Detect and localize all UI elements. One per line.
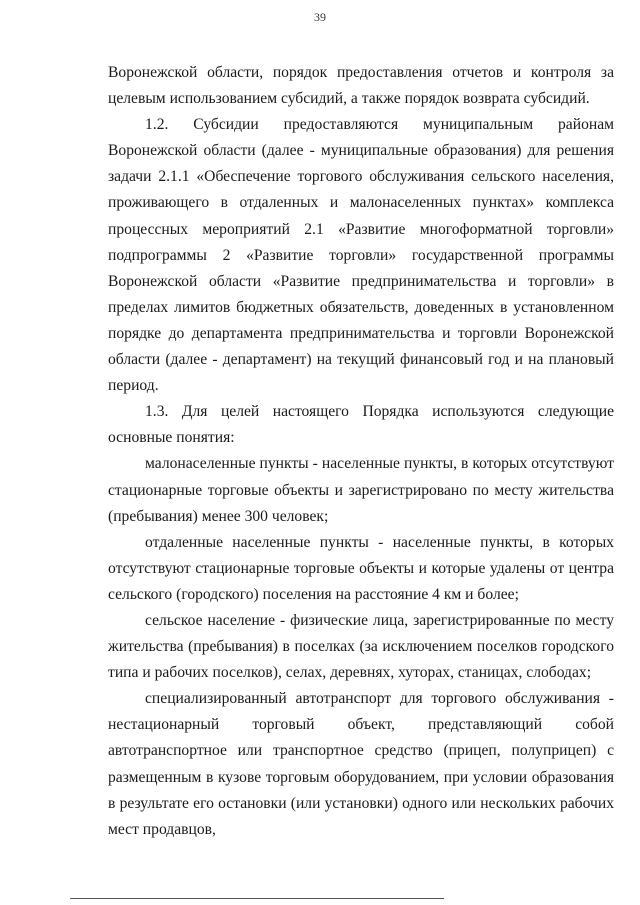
- document-body: [108, 60, 614, 843]
- definition-rural-population: сельское население - физические лица, зарегистрированные по месту жительства (пребывания) в поселках (за исключением поселков городского типа и рабочих поселков), селах, деревнях, хуторах, станицах, слободах;: [108, 611, 614, 682]
- page-number: 39: [314, 10, 326, 24]
- definition-specialized-vehicle: специализированный автотранспорт для торгового обслуживания - нестационарный торговый объект, представляющий собой автотранспортное или транспортное средство (прицеп, полуприцеп) с размещенным в кузове торговым оборудованием, при условии образования в результате его остановки (или установки) одного или нескольких рабочих мест продавцов,: [108, 690, 614, 838]
- paragraph-1-3: 1.3. Для целей настоящего Порядка используются следующие основные понятия:: [108, 403, 614, 447]
- definition-remote-settlements: отдаленные населенные пункты - населенные пункты, в которых отсутствуют стационарные торговые объекты и которые удалены от центра сельского (городского) поселения на расстояние 4 км и более;: [108, 533, 614, 603]
- paragraph-1-2: 1.2. Субсидии предоставляются муниципальным районам Воронежской области (далее - муниципальные образования) для решения задачи 2.1.1 «Обеспечение торгового обслуживания сельского населения, проживающего в отдаленных и малонаселенных пунктах» комплекса процессных мероприятий 2.1 «Развитие многоформатной торговли» подпрограммы 2 «Развитие торговли» государственной программы Воронежской области «Развитие предпринимательства и торговли» в пределах лимитов бюджетных обязательств, доведенных в установленном порядке до департамента предпринимательства и торговли Воронежской области (далее - департамент) на текущий финансовый год и на плановый период.: [108, 116, 614, 395]
- paragraph-subsidy-procedure: Воронежской области, порядок предоставления отчетов и контроля за целевым использованием субсидий, а также порядок возврата субсидий.: [108, 64, 614, 108]
- definition-sparsely-populated: малонаселенные пункты - населенные пункты, в которых отсутствуют стационарные торговые объекты и зарегистрировано по месту жительства (пребывания) менее 300 человек;: [108, 455, 614, 525]
- bottom-rule: [70, 898, 444, 899]
